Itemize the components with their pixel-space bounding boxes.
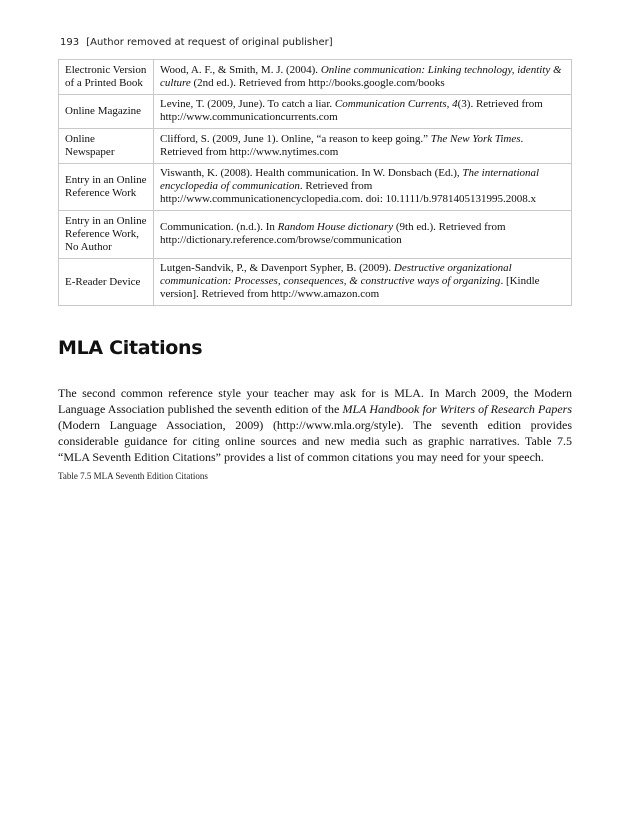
citation-text: Lutgen-Sandvik, P., & Davenport Sypher, B. (2009). (160, 262, 394, 274)
citation-cell (154, 211, 572, 259)
citation-cell (154, 95, 572, 129)
citation-text: Viswanth, K. (2008). Health communication. In W. Donsbach (Ed.), (160, 167, 463, 179)
table-row (59, 211, 572, 259)
source-type-cell: Electronic Version of a Printed Book (59, 60, 154, 95)
book-title: MLA Handbook for Writers of Research Papers (342, 402, 572, 416)
citation-italic-text: Destructive organizational communication: Processes, consequences, & constructive ways of organizing (160, 262, 512, 287)
table-row (59, 259, 572, 306)
citation-italic-text: Communication Currents, 4 (334, 98, 458, 110)
citation-italic-text: The New York Times (430, 132, 521, 145)
citation-text: . [Kindle version]. Retrieved from http://www.amazon.com (160, 275, 540, 300)
citation-text: (3). Retrieved from http://www.communicationcurrents.com (160, 98, 543, 123)
citation-cell (154, 164, 572, 211)
body-paragraph (58, 385, 572, 465)
table-caption: Table 7.5 MLA Seventh Edition Citations (58, 471, 208, 481)
citation-italic-text: Random House dictionary (277, 221, 394, 233)
section-heading: MLA Citations (58, 337, 203, 359)
citation-cell (154, 129, 572, 164)
paragraph-text: The second common reference style your teacher may ask for is MLA. In March 2009, the Modern Language Association published the seventh edition of the (58, 386, 572, 416)
table-row (59, 164, 572, 211)
citation-italic-text: The international encyclopedia of communication (160, 167, 540, 192)
source-type-cell: Entry in an Online Reference Work (59, 164, 154, 211)
running-head-text: [Author removed at request of original publisher] (86, 37, 333, 48)
citation-text: . Retrieved from http://www.nytimes.com (160, 132, 524, 158)
citation-italic-text: Online communication: Linking technology, identity & culture (160, 63, 562, 89)
citation-text: (2nd ed.). Retrieved from http://books.google.com/books (190, 76, 445, 89)
citation-text: . Retrieved from http://www.communicationencyclopedia.com. doi: 10.1111/b.9781405131995.2008.x (160, 180, 536, 205)
citation-text: Wood, A. F., & Smith, M. J. (2004). (160, 63, 321, 76)
citation-text: Levine, T. (2009, June). To catch a liar. (160, 98, 335, 110)
source-type-cell: Online Magazine (59, 95, 154, 129)
citation-text: (9th ed.). Retrieved from http://dictionary.reference.com/browse/communication (160, 221, 506, 246)
table-row (59, 60, 572, 95)
citation-text: Communication. (n.d.). In (160, 221, 278, 233)
source-type-cell: Online Newspaper (59, 129, 154, 164)
apa-citations-table (58, 59, 572, 306)
source-type-cell: E-Reader Device (59, 259, 154, 306)
source-type-cell: Entry in an Online Reference Work, No Author (59, 211, 154, 259)
table-row (59, 95, 572, 129)
citation-text: Clifford, S. (2009, June 1). Online, “a reason to keep going.” (160, 132, 431, 145)
citation-cell (154, 259, 572, 306)
paragraph-text: (Modern Language Association, 2009) (http://www.mla.org/style). The seventh edition provides considerable guidance for citing online sources and new media such as graphic narratives. Table 7.5 “MLA Seventh Edition Citations” provides a list of common citations you may need for your speech. (58, 418, 572, 464)
citation-cell (154, 60, 572, 95)
running-head (60, 37, 333, 48)
table-row (59, 129, 572, 164)
page-number: 193 (60, 37, 80, 48)
